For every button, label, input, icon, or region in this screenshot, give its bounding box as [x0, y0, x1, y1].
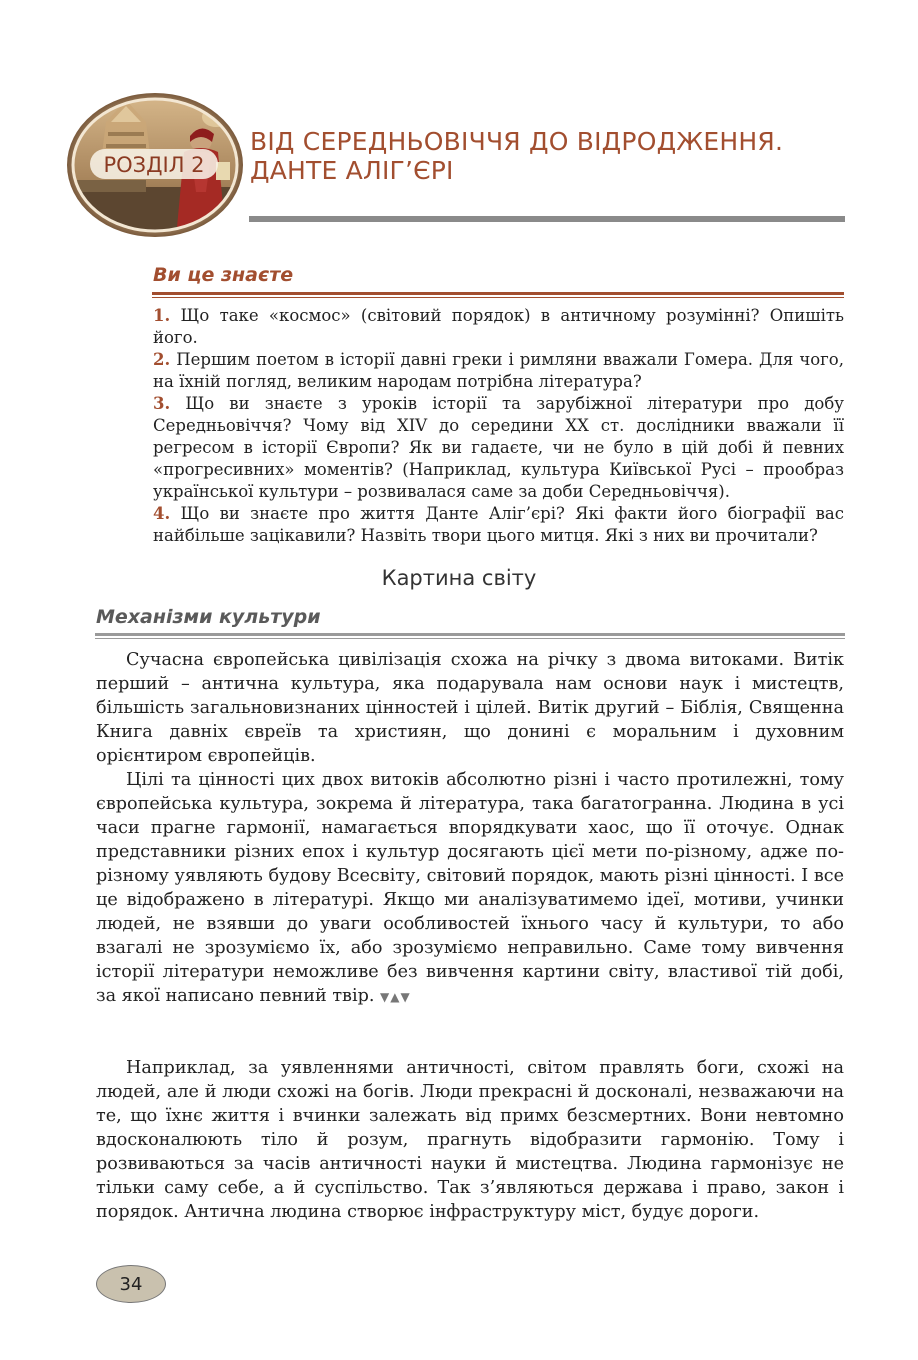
- question-2: [153, 349, 844, 393]
- question-text: Першим поетом в історії давні греки і римляни вважали Гомера. Для чого, на їхній погляд, великим народам потрібна література?: [153, 350, 844, 391]
- recap-heading: Ви це знаєте: [153, 264, 294, 286]
- paragraph-1: Сучасна європейська цивілізація схожа на річку з двома витоками. Витік перший – антична культура, яка подарувала нам основи наук і мистецтв, більшість загальновизнаних цінностей і цілей. Витік другий – Біблія, Священна Книга давніх євреїв та християн, що донині є моральним і духовним орієнтиром європейців.: [96, 650, 844, 766]
- question-3: [153, 393, 844, 503]
- body-text-block-2: [96, 1056, 844, 1224]
- section-heading: Картина світу: [381, 566, 537, 590]
- paragraph-2-text: Цілі та цінності цих двох витоків абсолютно різні і часто протилежні, тому європейська культура, зокрема й література, така багатогранна. Людина в усі часи прагне гармонії, намагається впорядкувати хаос, що її оточує. Однак представники різних епох і культур досягають цієї мети по-різному, адже по-різному уявляють будову Всесвіту, світовий порядок, мають різні цінності. І все це відображено в літературі. Якщо ми аналізуватимемо ідеї, мотиви, учинки людей, не взявши до уваги особливостей їхнього часу й культури, то або взагалі не зрозуміємо їх, або зрозуміємо неправильно. Саме тому вивчення історії літератури неможливе без вивчення картини світу, властивої тій добі, за якої написано певний твір.: [96, 770, 844, 1006]
- question-number: 2.: [153, 350, 171, 369]
- subsection-divider: [95, 633, 845, 639]
- page-number: 34: [96, 1265, 166, 1303]
- question-number: 4.: [153, 504, 171, 523]
- end-mark-icon: ▼▲▼: [380, 990, 411, 1004]
- dante-painting-image: [66, 92, 244, 238]
- chapter-title: [250, 127, 870, 185]
- title-underline: [249, 216, 845, 222]
- recap-divider: [152, 292, 844, 298]
- question-number: 1.: [153, 306, 171, 325]
- question-text: Що таке «космос» (світовий порядок) в античному розумінні? Опишіть його.: [153, 306, 844, 347]
- paragraph-3: Наприклад, за уявленнями античності, світом правлять боги, схожі на людей, але й люди схожі на богів. Люди прекрасні й досконалі, незважаючи на те, що їхнє життя і вчинки залежать від примх безсмертних. Вони невтомно вдосконалюють тіло й розум, прагнуть відобразити гармонію. Тому і розвиваються за часів античності науки й мистецтва. Людина гармонізує не тільки саму себе, а й суспільство. Так з’являються держава і право, закон і порядок. Антична людина створює інфраструктуру міст, будує дороги.: [96, 1058, 844, 1222]
- question-text: Що ви знаєте про життя Данте Аліг’єрі? Які факти його біографії вас найбільше зацікавили? Назвіть твори цього митця. Які з них ви прочитали?: [153, 504, 844, 545]
- body-text-block-1: [96, 648, 844, 1009]
- question-1: [153, 305, 844, 349]
- chapter-title-line-2: ДАНТЕ АЛІГ’ЄРІ: [250, 156, 454, 185]
- recap-questions: [153, 305, 844, 547]
- subsection-heading: Механізми культури: [96, 606, 321, 628]
- question-text: Що ви знаєте з уроків історії та зарубіжної літератури про добу Середньовіччя? Чому від XIV до середини XX ст. дослідники вважали її регресом в історії Європи? Як ви гадаєте, чи не було в цій добі й певних «прогресивних» моментів? (Наприклад, культура Київської Русі – прообраз української культури – розвивалася саме за доби Середньовіччя).: [153, 394, 844, 501]
- chapter-label: РОЗДІЛ 2: [103, 153, 205, 177]
- paragraph-2: [96, 768, 844, 1009]
- question-4: [153, 503, 844, 547]
- chapter-title-line-1: ВІД СЕРЕДНЬОВІЧЧЯ ДО ВІДРОДЖЕННЯ.: [250, 127, 784, 156]
- question-number: 3.: [153, 394, 171, 413]
- chapter-medallion: [66, 92, 244, 238]
